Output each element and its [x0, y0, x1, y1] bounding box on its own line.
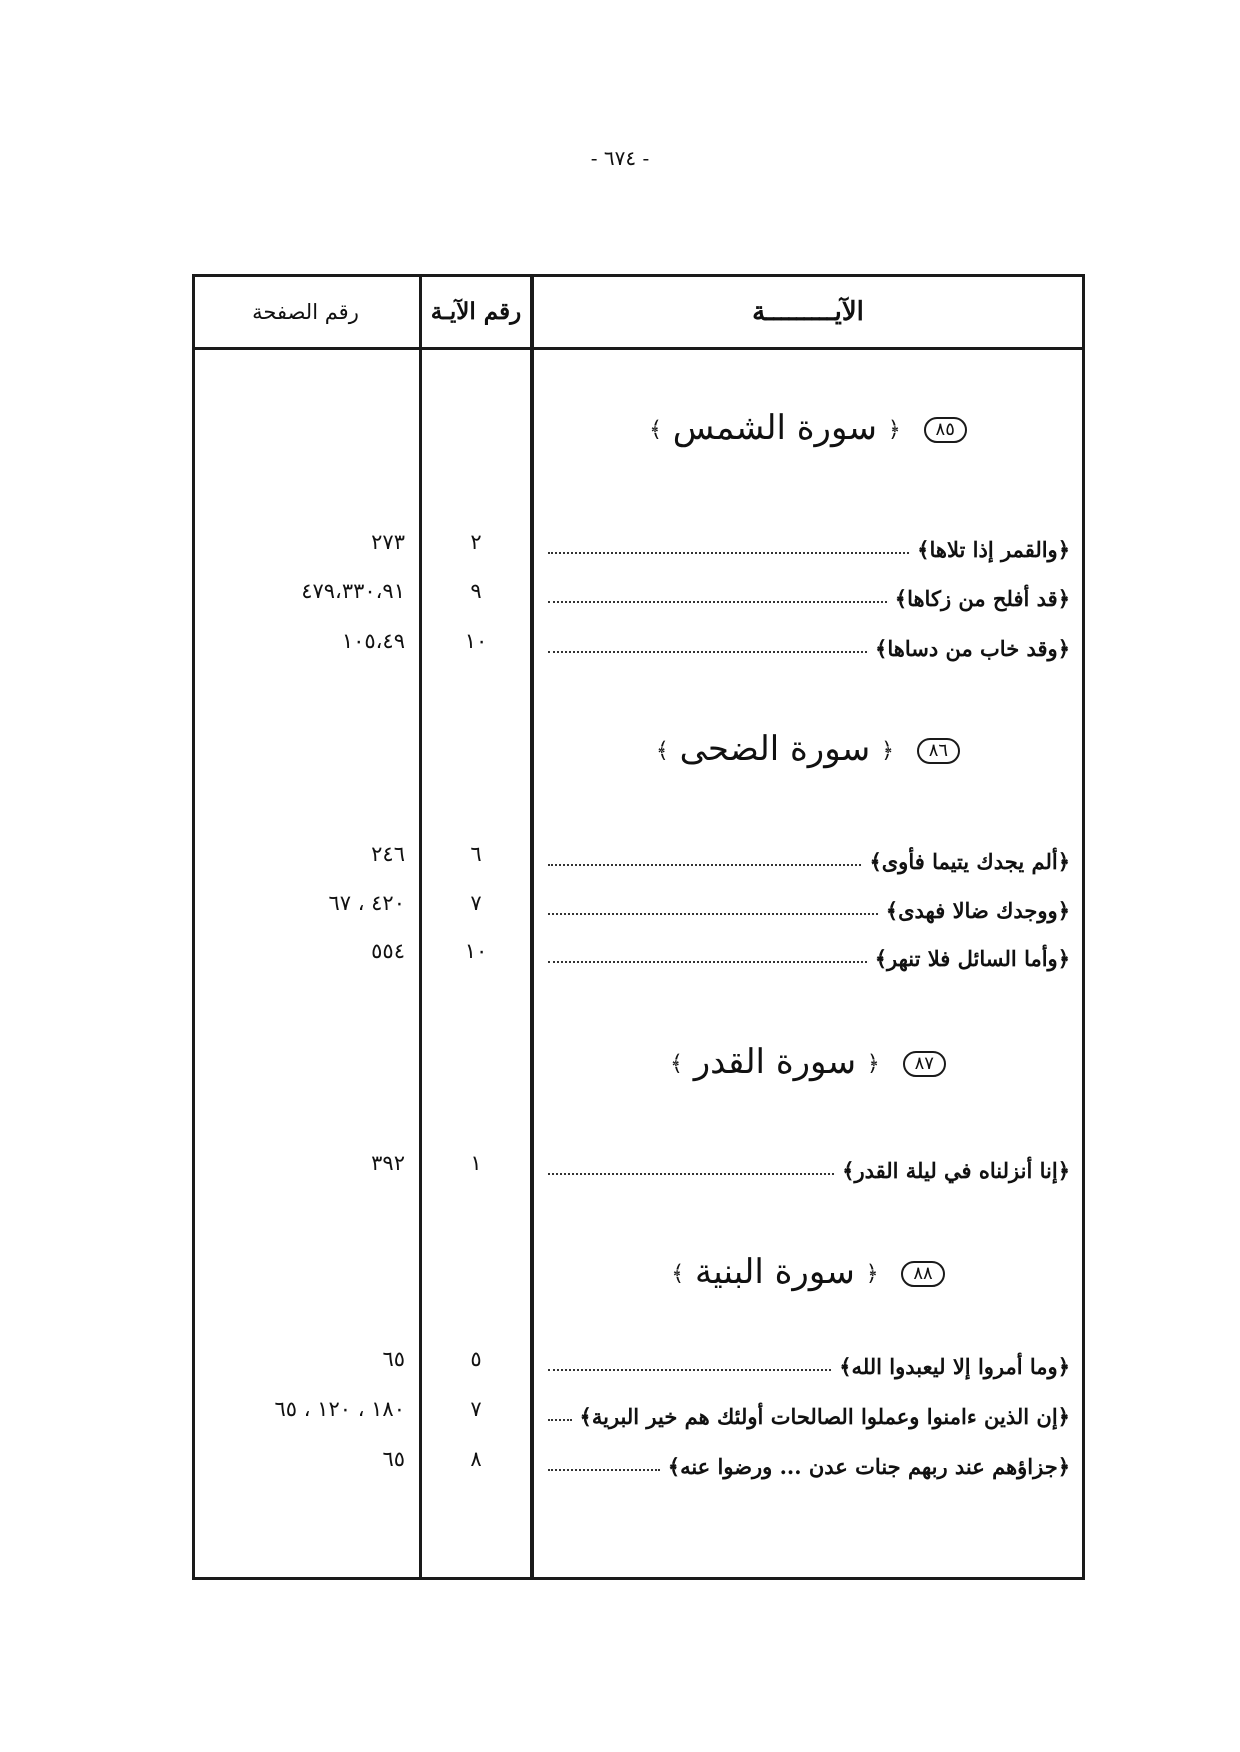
- dot-leader: [548, 913, 878, 915]
- verse-text: ﴿وقد خاب من دساها﴾: [875, 636, 1070, 661]
- verse-text: ﴿جزاؤهم عند ربهم جنات عدن ... ورضوا عنه﴾: [667, 1454, 1070, 1479]
- ayah-number: ٨: [470, 1447, 482, 1471]
- surah-name: سورة الضحى: [679, 729, 871, 769]
- surah-heading: [534, 729, 1082, 769]
- page-references: ٤٢٠ ، ٦٧: [328, 891, 405, 915]
- ayah-number: ٦: [470, 842, 482, 866]
- surah-name: سورة البنية: [694, 1252, 855, 1292]
- ayah-number: ٥: [470, 1347, 482, 1371]
- verse-text: ﴿إن الذين ءامنوا وعملوا الصالحات أولئك هم خير البرية﴾: [579, 1404, 1070, 1429]
- surah-heading: [534, 408, 1082, 448]
- column-divider: [530, 277, 534, 1577]
- header-page-number: رقم الصفحة: [252, 300, 359, 324]
- ornament-close: ﴾: [670, 1051, 683, 1077]
- page-references: ٢٧٣: [371, 530, 405, 554]
- verse-text: ﴿وأما السائل فلا تنهر﴾: [874, 946, 1070, 971]
- dot-leader: [548, 1469, 660, 1471]
- surah-name: سورة الشمس: [672, 408, 878, 448]
- surah-number-badge: ٨٨: [901, 1261, 944, 1287]
- verse-index-table: [192, 274, 1085, 1580]
- table-header: [195, 277, 1082, 350]
- table-row: [195, 834, 1082, 874]
- surah-name: سورة القدر: [693, 1042, 857, 1082]
- page-references: ١٠٥،٤٩: [341, 629, 405, 653]
- table-row: [195, 931, 1082, 971]
- ornament-open: ﴿: [866, 1051, 880, 1077]
- ayah-number: ٩: [470, 579, 482, 603]
- dot-leader: [548, 1369, 831, 1371]
- dot-leader: [548, 1173, 834, 1175]
- ayah-number: ٧: [470, 891, 482, 915]
- table-row: [195, 1389, 1082, 1429]
- surah-heading: [534, 1042, 1082, 1082]
- page-number: - ٦٧٤ -: [590, 146, 650, 170]
- verse-text: ﴿والقمر إذا تلاها﴾: [917, 537, 1070, 562]
- table-row: [195, 621, 1082, 661]
- ayah-number: ١٠: [464, 629, 488, 653]
- ornament-close: ﴾: [655, 738, 669, 764]
- ayah-number: ٢: [470, 530, 482, 554]
- dot-leader: [548, 1419, 572, 1421]
- header-ayah-number: رقم الآيـة: [430, 298, 522, 325]
- verse-text: ﴿ووجدك ضالا فهدى﴾: [885, 898, 1070, 923]
- ornament-open: ﴿: [865, 1261, 879, 1287]
- verse-text: ﴿وما أمروا إلا ليعبدوا الله﴾: [839, 1354, 1070, 1379]
- table-row: [195, 1143, 1082, 1183]
- header-verse: الآيـــــــــة: [752, 297, 864, 327]
- dot-leader: [548, 961, 867, 963]
- table-row: [195, 883, 1082, 923]
- surah-number-badge: ٨٧: [903, 1051, 946, 1077]
- page-references: ٣٩٢: [371, 1151, 405, 1175]
- surah-heading: [534, 1252, 1082, 1292]
- dot-leader: [548, 552, 909, 554]
- page-references: ٦٥: [382, 1447, 405, 1471]
- surah-number-badge: ٨٦: [917, 738, 960, 764]
- ornament-open: ﴿: [887, 417, 901, 443]
- ayah-number: ٧: [470, 1397, 482, 1421]
- ornament-close: ﴾: [649, 417, 662, 443]
- ornament-open: ﴿: [881, 738, 894, 764]
- ayah-number: ١: [470, 1151, 482, 1175]
- page-references: ١٨٠ ، ١٢٠ ، ٦٥: [274, 1397, 405, 1421]
- surah-number-badge: ٨٥: [924, 417, 967, 443]
- table-row: [195, 571, 1082, 611]
- page-references: ٦٥: [382, 1347, 405, 1371]
- page-references: ٥٥٤: [371, 939, 405, 963]
- verse-text: ﴿إنا أنزلناه في ليلة القدر﴾: [842, 1158, 1070, 1183]
- table-row: [195, 522, 1082, 562]
- ornament-close: ﴾: [671, 1261, 685, 1287]
- column-divider: [419, 277, 422, 1577]
- dot-leader: [548, 864, 861, 866]
- ayah-number: ١٠: [464, 939, 488, 963]
- page-references: ٢٤٦: [371, 842, 405, 866]
- dot-leader: [548, 651, 867, 653]
- page-references: ٤٧٩،٣٣٠،٩١: [301, 579, 405, 603]
- table-row: [195, 1439, 1082, 1479]
- dot-leader: [548, 601, 887, 603]
- verse-text: ﴿ألم يجدك يتيما فأوى﴾: [869, 849, 1070, 874]
- table-row: [195, 1339, 1082, 1379]
- verse-text: ﴿قد أفلح من زكاها﴾: [894, 586, 1070, 611]
